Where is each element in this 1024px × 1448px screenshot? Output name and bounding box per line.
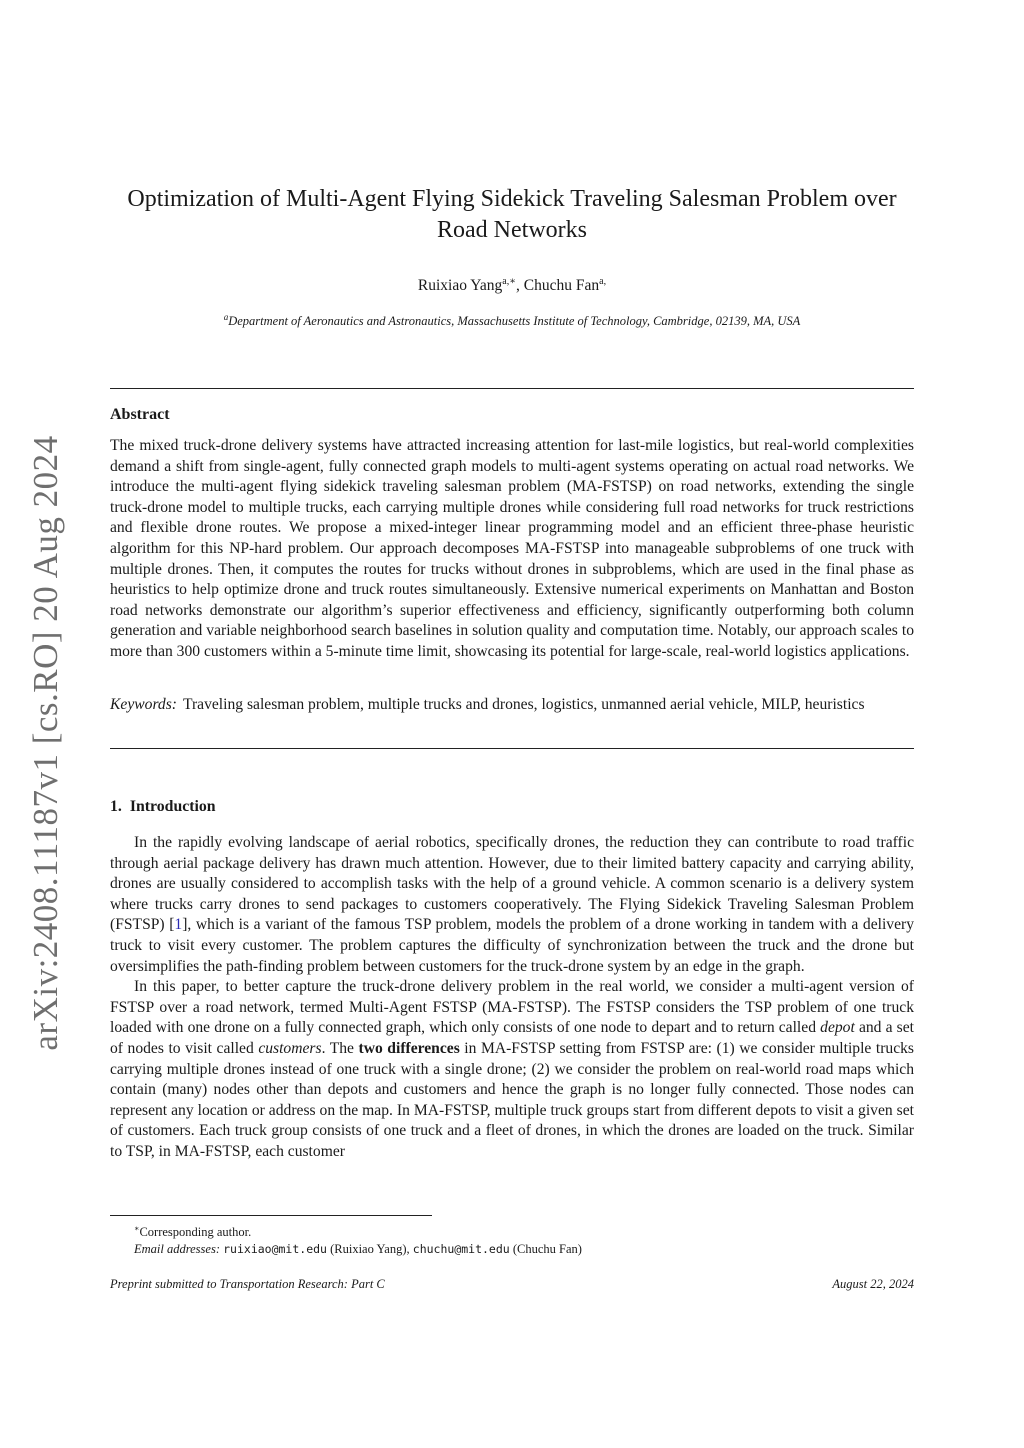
paragraph-text: ], which is a variant of the famous TSP problem, models the problem of a drone working in tandem with a delivery truck to visit every customer. The problem captures the difficulty of synchronization between the truck and the drone but oversimplifies the path-finding problem between customers for the truck-drone system by an edge in the graph.	[110, 916, 915, 975]
footer-date: August 22, 2024	[832, 1277, 914, 1291]
footnote-corresponding	[134, 1220, 582, 1241]
footnote-text: (Chuchu Fan)	[509, 1242, 582, 1257]
abstract-text: The mixed truck-drone delivery systems have attracted increasing attention for last-mile logistics, but real-world complexities demand a shift from single-agent, fully connected graph models to multi-agent systems operating on actual road networks. We introduce the multi-agent flying sidekick traveling salesman problem (MA-FSTSP) on road networks, extending the single truck-drone model to multiple trucks, each carrying multiple drones while considering full road networks for truck restrictions and flexible drone routes. We propose a mixed-integer linear programming model and an efficient three-phase heuristic algorithm for this NP-hard problem. Our approach decomposes MA-FSTSP into manageable subproblems of one truck with multiple drones. Then, it computes the routes for trucks without drones in subproblems, which are used in the final phase as heuristics to help optimize drone and truck routes simultaneously. Extensive numerical experiments on Manhattan and Boston road networks demonstrate our algorithm’s superior effectiveness and efficiency, significantly outperforming both column generation and variable neighborhood search baselines in solution quality and computation time. Notably, our approach scales to more than 300 customers within a 5-minute time limit, showcasing its potential for large-scale, real-world logistics applications.	[110, 437, 914, 660]
emphasis-term: depot	[820, 1019, 855, 1037]
paragraph-text: . The	[321, 1039, 359, 1057]
email-link[interactable]: chuchu@mit.edu	[412, 1242, 510, 1257]
section-heading	[110, 798, 216, 816]
author-name: Ruixiao Yang	[417, 277, 503, 295]
author-list	[110, 276, 914, 295]
footnote-emails	[134, 1241, 582, 1258]
author-separator: ,	[516, 277, 524, 295]
affiliation-text: Department of Aeronautics and Astronautics, Massachusetts Institute of Technology, Cambridge, 02139, MA, USA	[228, 314, 801, 329]
footnote-mark: ∗	[134, 1224, 140, 1233]
footnote-rule	[110, 1215, 432, 1216]
bold-term: two differences	[358, 1039, 460, 1057]
paragraph-text: in MA-FSTSP setting from FSTSP are: (1) we consider multiple trucks carrying multiple drones instead of one truck with a single drone; (2) we consider the problem on real-world road maps which contain (many) nodes other than depots and customers and hence the graph is no longer fully connected. Those nodes can represent any location or address on the map. In MA-FSTSP, multiple truck groups start from different depots to visit a given set of customers. Each truck group consists of one truck and a fleet of drones, in which the drones are loaded on the truck. Similar to TSP, in MA-FSTSP, each customer	[110, 1039, 914, 1160]
paragraph-text: and a set of nodes to visit called	[110, 1019, 914, 1057]
footnote-text: (Ruixiao Yang),	[326, 1242, 413, 1257]
abstract-heading: Abstract	[110, 406, 170, 423]
emphasis-term: customers	[258, 1039, 322, 1057]
keywords-text: Traveling salesman problem, multiple trucks and drones, logistics, unmanned aerial vehicle, MILP, heuristics	[183, 696, 865, 713]
author-name: Chuchu Fan	[523, 277, 600, 295]
email-link[interactable]: ruixiao@mit.edu	[223, 1242, 327, 1257]
introduction-body	[110, 833, 914, 1163]
paragraph-text: In this paper, to better capture the truck-drone delivery problem in the real world, we consider a multi-agent version of FSTSP over a road network, termed Multi-Agent FSTSP (MA-FSTSP). The FSTSP considers the TSP problem of one truck loaded with one drone on a fully connected graph, which only consists of one node to depart and to return called	[110, 978, 914, 1037]
citation-link[interactable]: 1	[174, 916, 183, 934]
paragraph-text: In the rapidly evolving landscape of aerial robotics, specifically drones, the reduction they can contribute to road traffic through aerial package delivery has drawn much attention. However, due to their limited battery capacity and carrying ability, drones are usually considered to accomplish tasks with the help of a ground vehicle. A common scenario is a delivery system where trucks carry drones to send packages to customers cooperatively. The Flying Sidekick Traveling Salesman Problem (FSTSP) [	[110, 834, 914, 934]
email-label: Email addresses:	[134, 1242, 220, 1257]
paper-title: Optimization of Multi-Agent Flying Sidekick Traveling Salesman Problem over Road Networks	[127, 186, 897, 243]
affiliation-mark: a	[223, 312, 229, 322]
section-title: Introduction	[129, 798, 216, 815]
keywords-label: Keywords:	[110, 696, 177, 713]
arxiv-side-identifier: arXiv:2408.11187v1 [cs.RO] 20 Aug 2024	[26, 435, 65, 1051]
keywords	[110, 695, 914, 716]
abstract-bottom-rule	[110, 748, 914, 749]
abstract-top-rule	[110, 388, 914, 389]
footer-journal: Preprint submitted to Transportation Research: Part C	[110, 1277, 385, 1291]
footnotes	[134, 1220, 582, 1258]
footnote-text: Corresponding author.	[139, 1225, 252, 1240]
affiliation	[110, 312, 914, 329]
section-number: 1.	[110, 798, 122, 815]
paragraph	[110, 833, 914, 977]
author-affiliation-mark: a,	[599, 276, 607, 287]
paragraph	[110, 977, 914, 1162]
author-affiliation-mark: a,∗	[502, 276, 517, 287]
